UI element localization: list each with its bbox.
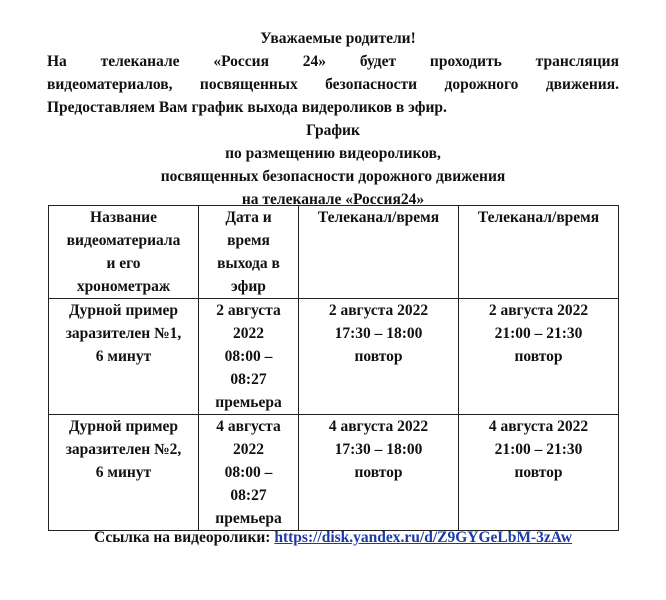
greeting-heading: Уважаемые родители! xyxy=(260,30,416,47)
cell-text: 6 минут xyxy=(95,464,152,481)
intro-line-2: видеоматериалов, посвященных безопасности дорожного движения. xyxy=(47,76,619,93)
header-text: Название xyxy=(90,209,157,226)
video-link[interactable]: https://disk.yandex.ru/d/Z9GYGeLbM-3zAw xyxy=(274,529,573,546)
header-text: и его xyxy=(106,255,141,272)
table-row xyxy=(49,415,619,531)
schedule-title-line-4: на телеканале «Россия24» xyxy=(241,191,425,208)
cell-text: Дурной пример xyxy=(68,302,179,319)
cell-premiere xyxy=(199,299,299,415)
schedule-table xyxy=(48,205,619,531)
cell-text: повтор xyxy=(354,464,403,481)
header-text: время xyxy=(227,232,270,249)
cell-text: 2 августа xyxy=(216,302,281,319)
cell-slot-2 xyxy=(459,299,619,415)
cell-video-name xyxy=(49,299,199,415)
schedule-title xyxy=(47,119,619,211)
header-text: Телеканал/время xyxy=(317,209,440,226)
cell-text: 08:00 – xyxy=(224,464,273,481)
cell-slot-2 xyxy=(459,415,619,531)
cell-video-name xyxy=(49,415,199,531)
header-text: Дата и xyxy=(225,209,272,226)
cell-slot-1 xyxy=(299,415,459,531)
cell-text: 08:00 – xyxy=(224,348,273,365)
video-link-line xyxy=(47,526,619,549)
cell-text: 21:00 – 21:30 xyxy=(494,325,583,342)
cell-text: повтор xyxy=(354,348,403,365)
cell-text: 4 августа 2022 xyxy=(328,418,429,435)
cell-text: заразителен №1, xyxy=(65,325,182,342)
header-text: эфир xyxy=(231,278,266,295)
schedule-title-line-3: посвященных безопасности дорожного движения xyxy=(160,168,506,185)
cell-text: повтор xyxy=(514,348,563,365)
table-header-row xyxy=(49,206,619,299)
cell-text: 17:30 – 18:00 xyxy=(334,441,423,458)
header-cell-channel-1 xyxy=(299,206,459,299)
cell-text: 4 августа 2022 xyxy=(488,418,589,435)
intro-line-3: Предоставляем Вам график выхода видероликов в эфир. xyxy=(47,99,447,116)
schedule-title-line-1: График xyxy=(306,122,360,139)
cell-premiere xyxy=(199,415,299,531)
cell-text: заразителен №2, xyxy=(65,441,182,458)
header-cell-datetime xyxy=(199,206,299,299)
cell-text: 2022 xyxy=(233,441,264,458)
document-page xyxy=(47,27,619,546)
cell-text: 08:27 xyxy=(230,371,267,388)
intro-line-1: На телеканале «Россия 24» будет проходить трансляция xyxy=(47,53,619,70)
header-text: выхода в xyxy=(217,255,280,272)
cell-text: 4 августа xyxy=(216,418,281,435)
cell-text: 2 августа 2022 xyxy=(328,302,429,319)
cell-text: повтор xyxy=(514,464,563,481)
video-link-label: Ссылка на видеоролики: xyxy=(93,529,275,546)
cell-text: 21:00 – 21:30 xyxy=(494,441,583,458)
cell-text: 6 минут xyxy=(95,348,152,365)
cell-text: премьера xyxy=(215,510,282,527)
header-cell-name xyxy=(49,206,199,299)
cell-text: 2 августа 2022 xyxy=(488,302,589,319)
cell-slot-1 xyxy=(299,299,459,415)
table-row xyxy=(49,299,619,415)
cell-text: 08:27 xyxy=(230,487,267,504)
cell-text: Дурной пример xyxy=(68,418,179,435)
cell-text: 17:30 – 18:00 xyxy=(334,325,423,342)
header-text: Телеканал/время xyxy=(477,209,600,226)
header-text: видеоматериала xyxy=(66,232,181,249)
header-cell-channel-2 xyxy=(459,206,619,299)
header-text: хронометраж xyxy=(76,278,171,295)
schedule-title-line-2: по размещению видеороликов, xyxy=(225,145,441,162)
cell-text: премьера xyxy=(215,394,282,411)
cell-text: 2022 xyxy=(233,325,264,342)
